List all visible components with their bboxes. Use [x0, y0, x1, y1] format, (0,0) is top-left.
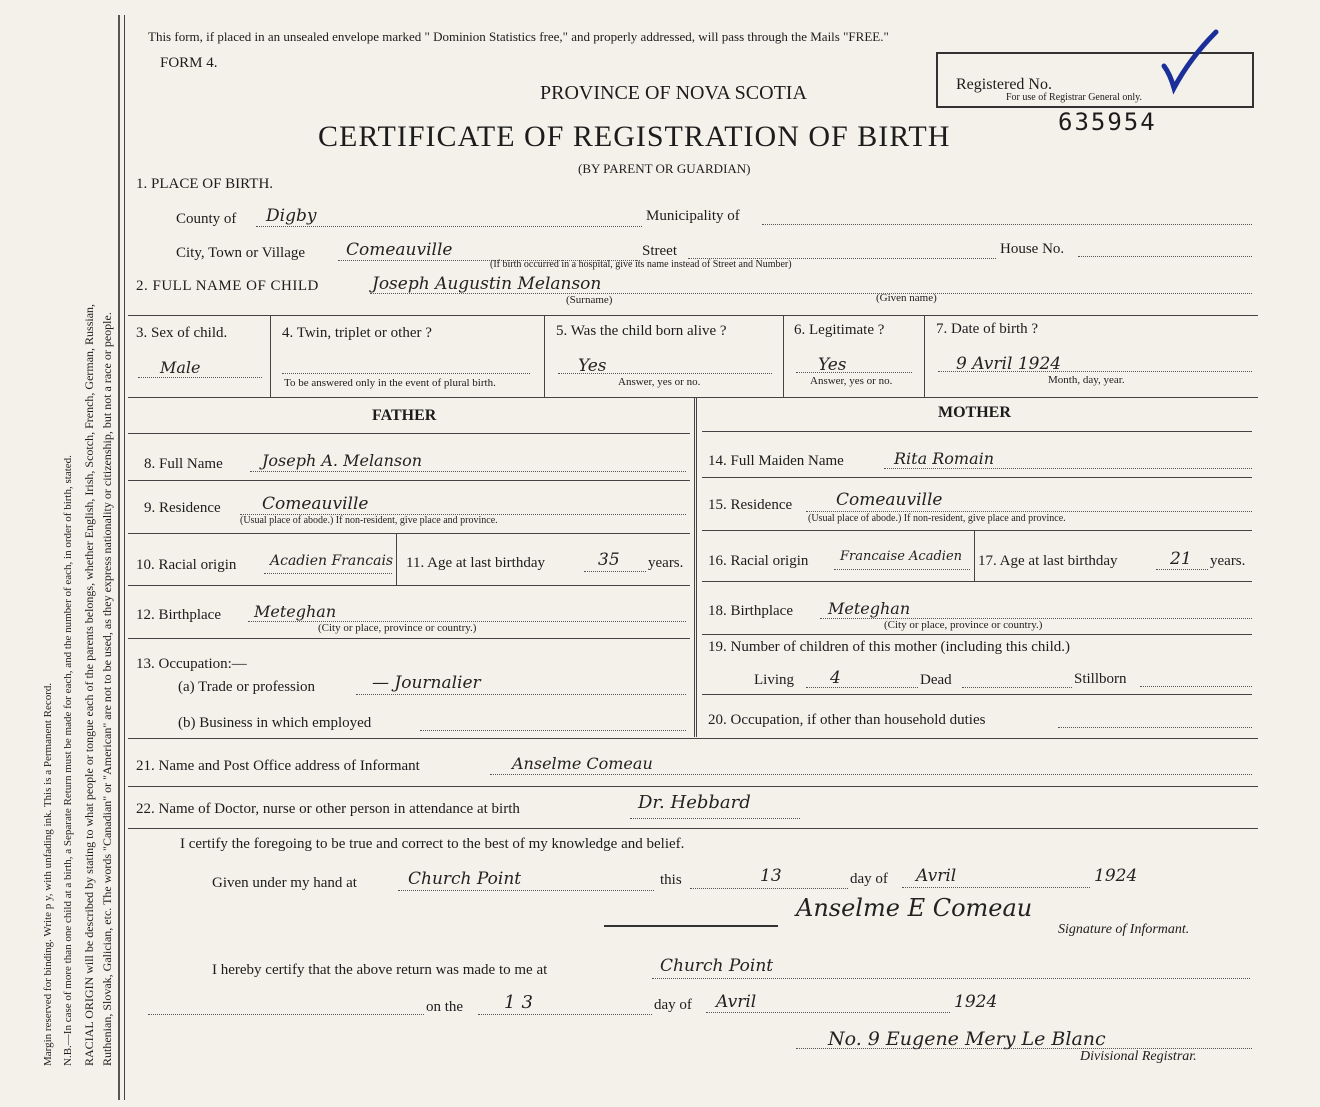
mother-rule-2 — [702, 477, 1252, 478]
certificate-title: CERTIFICATE OF REGISTRATION OF BIRTH — [318, 120, 951, 153]
informant-rule — [128, 786, 1258, 787]
alive-label: 5. Was the child born alive ? — [556, 323, 727, 339]
registrar-month-value: Avril — [716, 992, 757, 1012]
business-label: (b) Business in which employed — [178, 715, 372, 731]
form-number: FORM 4. — [160, 55, 218, 71]
trade-value: — Journalier — [372, 673, 481, 693]
mother-name-value: Rita Romain — [894, 449, 995, 468]
street-label: Street — [642, 243, 677, 259]
mother-name-line — [884, 468, 1252, 469]
registrar-year-value: 1924 — [954, 992, 998, 1012]
row3-top-rule — [128, 315, 1258, 316]
mother-rule-6 — [702, 694, 1252, 695]
sex-value: Male — [160, 358, 201, 377]
father-age-line — [584, 571, 646, 572]
twin-label: 4. Twin, triplet or other ? — [282, 325, 432, 341]
stillborn-label: Stillborn — [1074, 671, 1127, 687]
onthe-lead-line — [148, 1014, 424, 1015]
legitimate-line — [796, 372, 912, 373]
registrar-month-line — [706, 1012, 950, 1013]
place-of-birth-heading: 1. PLACE OF BIRTH. — [136, 176, 274, 192]
mother-residence-note: (Usual place of abode.) If non-resident, give place and province. — [808, 513, 1066, 524]
father-name-line — [250, 471, 686, 472]
house-label: House No. — [1000, 241, 1065, 257]
father-rule-5 — [128, 638, 690, 639]
mother-birthplace-label: 18. Birthplace — [708, 603, 793, 619]
alive-line — [558, 373, 772, 374]
registrar-statement: I hereby certify that the above return was made to me at — [212, 962, 548, 978]
mother-rule-4 — [702, 581, 1252, 582]
father-rule-3 — [128, 533, 690, 534]
margin-nb-note: N.B.—In case of more than one child at a birth, a Separate Return must be made for each, and the number of each, in order of birth, stated. — [62, 455, 74, 1066]
row3-div-3 — [783, 315, 784, 397]
twin-note: To be answered only in the event of plural birth. — [284, 377, 496, 389]
father-race-divider — [396, 533, 397, 585]
dob-label: 7. Date of birth ? — [936, 321, 1039, 337]
city-label: City, Town or Village — [176, 245, 306, 261]
doctor-value: Dr. Hebbard — [638, 792, 751, 813]
month-line — [902, 887, 1090, 888]
trade-line — [356, 694, 686, 695]
mother-age-value: 21 — [1170, 549, 1192, 569]
row3-div-4 — [924, 315, 925, 397]
this-label: this — [660, 872, 682, 888]
living-line — [806, 687, 918, 688]
living-label: Living — [754, 672, 794, 688]
checkmark-icon — [1160, 28, 1220, 98]
province-title: PROVINCE OF NOVA SCOTIA — [540, 82, 807, 104]
parents-divider — [694, 397, 697, 737]
dayof-label: day of — [850, 871, 888, 887]
father-birthplace-note: (City or place, province or country.) — [318, 622, 477, 634]
county-value: Digby — [266, 206, 317, 226]
county-label: County of — [176, 211, 237, 227]
mother-race-line — [834, 569, 970, 570]
informant-line — [490, 774, 1252, 775]
mother-residence-line — [806, 511, 1252, 512]
mother-race-value: Francaise Acadien — [840, 549, 963, 564]
registrar-place-value: Church Point — [660, 956, 774, 976]
sex-line — [138, 377, 262, 378]
certificate-subtitle: (BY PARENT OR GUARDIAN) — [578, 161, 751, 176]
given-label: Given under my hand at — [212, 875, 357, 891]
city-value: Comeauville — [346, 240, 453, 260]
father-race-value: Acadien Francais — [270, 553, 394, 569]
dob-value: 9 Avril 1924 — [956, 354, 1062, 374]
sex-label: 3. Sex of child. — [136, 325, 228, 341]
registered-label: Registered No. — [956, 76, 1052, 93]
signature-label: Signature of Informant. — [1058, 922, 1190, 937]
trade-label: (a) Trade or profession — [178, 679, 316, 695]
year-value: 1924 — [1094, 866, 1138, 886]
father-birthplace-label: 12. Birthplace — [136, 607, 221, 623]
business-line — [420, 730, 686, 731]
row3-div-2 — [544, 315, 545, 397]
informant-label: 21. Name and Post Office address of Informant — [136, 758, 420, 774]
child-name-value: Joseph Augustin Melanson — [372, 274, 602, 294]
informant-value: Anselme Comeau — [512, 754, 653, 773]
father-heading: FATHER — [372, 407, 437, 424]
stillborn-line — [1140, 686, 1252, 687]
legitimate-note: Answer, yes or no. — [810, 375, 893, 387]
certify-statement: I certify the foregoing to be true and correct to the best of my knowledge and belief. — [180, 836, 685, 852]
registrar-signature: No. 9 Eugene Mery Le Blanc — [828, 1028, 1106, 1050]
mother-birthplace-value: Meteghan — [828, 599, 911, 618]
father-rule-1 — [128, 433, 690, 434]
father-rule-2 — [128, 480, 690, 481]
mother-birthplace-note: (City or place, province or country.) — [884, 619, 1043, 631]
margin-rule-2 — [124, 15, 125, 1100]
margin-binding-note: Margin reserved for binding. Write p y, with unfading ink. This is a Permanent Record. — [42, 682, 54, 1066]
registered-note: For use of Registrar General only. — [1006, 92, 1142, 103]
mother-race-label: 16. Racial origin — [708, 553, 809, 569]
mother-residence-value: Comeauville — [836, 490, 943, 510]
parents-bottom-rule — [128, 738, 1258, 739]
registered-number: 635954 — [1058, 108, 1157, 136]
father-residence-label: 9. Residence — [144, 500, 221, 516]
month-value: Avril — [916, 866, 957, 886]
father-residence-note: (Usual place of abode.) If non-resident, give place and province. — [240, 515, 498, 526]
father-race-label: 10. Racial origin — [136, 557, 237, 573]
doctor-line — [630, 818, 800, 819]
mother-rule-1 — [702, 431, 1252, 432]
given-place-value: Church Point — [408, 869, 522, 889]
row3-div-1 — [270, 315, 271, 397]
margin-racial-note: RACIAL ORIGIN will be described by stating to what people or tongue each of the parents belongs, whether English, Irish, Scotch, French, German, Russian, — [82, 303, 96, 1066]
father-name-value: Joseph A. Melanson — [262, 451, 423, 470]
father-age-value: 35 — [598, 550, 620, 570]
legitimate-value: Yes — [818, 355, 847, 375]
registrar-day-line — [478, 1014, 652, 1015]
informant-signature: Anselme E Comeau — [796, 894, 1033, 922]
registrar-label: Divisional Registrar. — [1080, 1049, 1197, 1064]
dob-line — [938, 371, 1252, 372]
county-line — [256, 226, 642, 227]
father-years-label: years. — [648, 555, 684, 571]
given-name-note: (Given name) — [876, 292, 937, 304]
registrar-place-line — [652, 978, 1250, 979]
mother-heading: MOTHER — [938, 404, 1011, 421]
margin-rule — [118, 15, 120, 1100]
doctor-label: 22. Name of Doctor, nurse or other person in attendance at birth — [136, 801, 520, 817]
mother-occupation-label: 20. Occupation, if other than household duties — [708, 712, 986, 728]
living-value: 4 — [830, 668, 841, 688]
dob-note: Month, day, year. — [1048, 374, 1125, 386]
mother-rule-3 — [702, 530, 1252, 531]
mother-race-divider — [974, 530, 975, 581]
dead-line — [962, 687, 1072, 688]
margin-racial-note-2: Ruthenian, Slovak, Galician, etc. The words "Canadian" or "American" are not to be used, as they express nationality or citizenship, but not a race or people. — [100, 312, 114, 1066]
father-birthplace-value: Meteghan — [254, 602, 337, 621]
signature-rule-left — [604, 925, 778, 927]
legitimate-label: 6. Legitimate ? — [794, 322, 885, 338]
father-occupation-label: 13. Occupation:— — [136, 656, 247, 672]
doctor-rule — [128, 828, 1258, 829]
child-name-line — [370, 293, 1252, 294]
father-race-line — [264, 573, 392, 574]
mail-notice: This form, if placed in an unsealed envelope marked " Dominion Statistics free," and properly addressed, will pass through the Mails "FREE." — [148, 29, 889, 44]
mother-residence-label: 15. Residence — [708, 497, 793, 513]
registrar-dayof-label: day of — [654, 997, 692, 1013]
day-value: 13 — [760, 866, 782, 886]
municipality-line — [762, 224, 1252, 225]
dead-label: Dead — [920, 672, 952, 688]
mother-rule-5 — [702, 634, 1252, 635]
children-count-label: 19. Number of children of this mother (including this child.) — [708, 639, 1071, 655]
father-residence-value: Comeauville — [262, 494, 369, 514]
onthe-label: on the — [426, 999, 464, 1015]
municipality-label: Municipality of — [646, 208, 740, 224]
hospital-note: (If birth occurred in a hospital, give its name instead of Street and Number) — [490, 259, 792, 270]
day-line — [690, 888, 848, 889]
surname-note: (Surname) — [566, 294, 613, 306]
alive-value: Yes — [578, 356, 607, 376]
mother-age-label: 17. Age at last birthday — [978, 553, 1118, 569]
registrar-day-value: 13 — [504, 992, 539, 1013]
mother-occupation-line — [1058, 727, 1252, 728]
house-line — [1078, 256, 1252, 257]
given-place-line — [398, 890, 654, 891]
mother-age-line — [1156, 569, 1208, 570]
father-age-label: 11. Age at last birthday — [406, 555, 545, 571]
row3-bottom-rule — [128, 397, 1258, 398]
father-rule-4 — [128, 585, 690, 586]
child-name-label: 2. FULL NAME OF CHILD — [136, 278, 319, 294]
mother-years-label: years. — [1210, 553, 1246, 569]
twin-line — [282, 373, 530, 374]
mother-name-label: 14. Full Maiden Name — [708, 453, 844, 469]
father-name-label: 8. Full Name — [144, 456, 223, 472]
alive-note: Answer, yes or no. — [618, 376, 701, 388]
